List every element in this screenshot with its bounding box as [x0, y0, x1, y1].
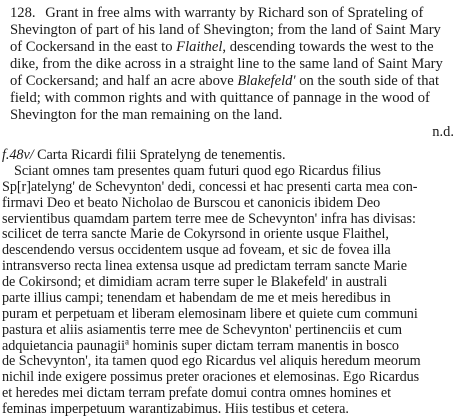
folio-reference: f.48v/: [2, 147, 34, 163]
date-note: n.d.: [432, 124, 454, 140]
entry-line-2: Shevington of part of his land of Shevington; from the land of Saint Mary: [10, 22, 441, 38]
entry-line-5: [10, 73, 439, 90]
latin-line-12: [2, 335, 399, 355]
entry-text: of Cockersand; and half an acre above: [10, 73, 238, 89]
latin-line-4: servientibus quamdam partem terre mee de Schevynton' infra has divisas:: [2, 210, 416, 227]
latin-line-9: parte illius campi; tenendam et habendam de me et meis heredibus in: [2, 289, 391, 306]
latin-line-6: descendendo versus occidentem usque ad foveam, et sic de fovea illa: [2, 242, 391, 259]
latin-line-3: firmavi Deo et beato Nicholao de Burscou et canonicis ibidem Deo: [2, 194, 381, 211]
latin-line-8: de Cokirsond; et dimidiam acram terre super le Blakefeld' in australi: [2, 274, 388, 291]
latin-line-5: scilicet de terra sancte Marie de Cokyrsond in oriente usque Flaithel,: [2, 226, 389, 243]
latin-line-7: intransverso recta linea extensa usque ad predictam terram sancte Marie: [2, 258, 407, 275]
footnote-marker: a: [125, 335, 129, 346]
latin-line-2: Sp[r]atelyng' de Schevynton' dedi, concessi et hac presenti carta mea con-: [2, 178, 418, 195]
latin-line-13: de Schevynton', ita tamen quod ego Ricardus vel aliquis heredum meorum: [2, 353, 421, 370]
entry-line-3: [10, 39, 434, 56]
entry-line-1: [10, 5, 423, 22]
latin-line-15: et heredes mei dictam terram prefate domui contra omnes homines et: [2, 385, 392, 402]
entry-text: of Cockersand in the east to: [10, 39, 177, 55]
latin-line-1: Sciant omnes tam presentes quam futuri quod ego Ricardus filius: [14, 162, 381, 179]
latin-text: hominis super dictam terram manentis in bosco: [129, 337, 399, 354]
entry-text: Grant in free alms with warranty by Richard son of Sprateling of: [45, 5, 424, 21]
entry-line-7: Shevington for the man remaining on the land.: [10, 107, 283, 123]
latin-line-14: nichil inde exigere possimus preter oraciones et elemosinas. Ego Ricardus: [2, 369, 420, 386]
latin-text: adquietancia paunagii: [2, 337, 126, 354]
charter-title: Carta Ricardi filii Spratelyng de tenementis.: [33, 147, 286, 163]
entry-number: 128.: [10, 5, 36, 21]
latin-line-16: feminas imperpetuum warantizabimus. Hiis testibus et cetera.: [2, 401, 349, 418]
entry-line-6: field; with common rights and with quittance of pannage in the wood of: [10, 90, 430, 106]
place-name: Blakefeld': [237, 73, 296, 89]
entry-line-4: dike, from the dike across in a straight line to the same land of Saint Mary: [10, 56, 443, 72]
charter-heading: [2, 148, 285, 164]
latin-line-11: pastura et aliis asiamentis terre mee de Schevynton' pertinenciis et cum: [2, 321, 403, 338]
entry-text: , descending towards the west to the: [222, 39, 434, 55]
place-name: Flaithel: [176, 39, 223, 55]
latin-line-10: puram et perpetuam et liberam elemosinam libere et quiete cum communi: [2, 305, 418, 322]
entry-text: on the south side of that: [295, 73, 440, 89]
